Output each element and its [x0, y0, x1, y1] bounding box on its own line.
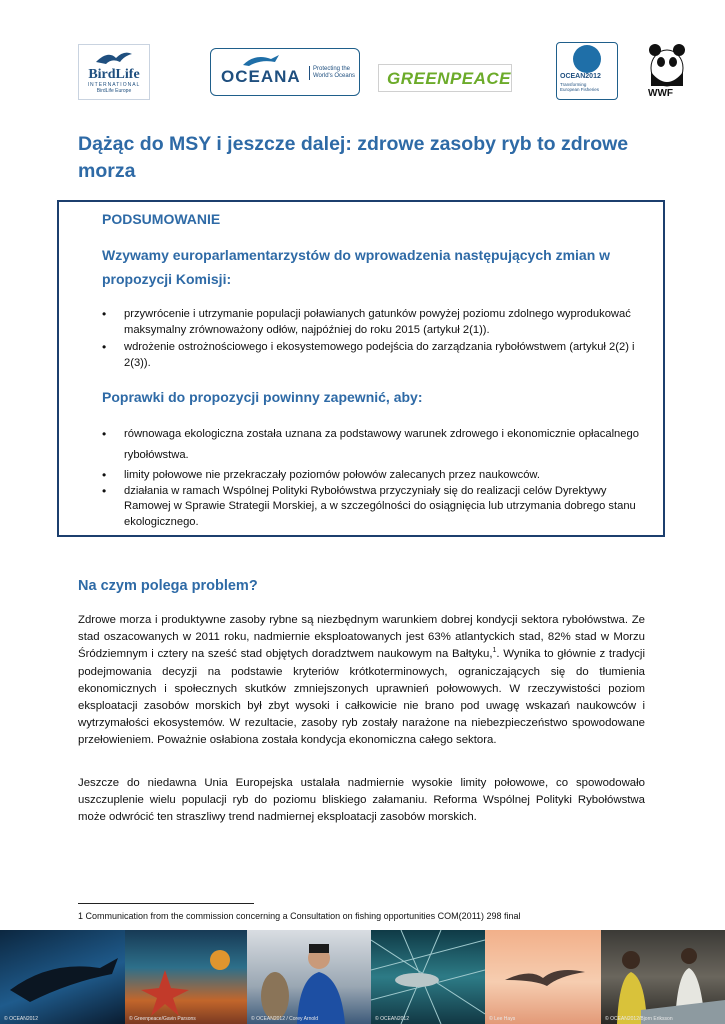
footnote: 1 Communication from the commission concerning a Consultation on fishing opportunities COM(2011) 298 final	[78, 911, 521, 921]
list-item: • przywrócenie i utrzymanie populacji poławianych gatunków powyżej poziomu zdolnego wyprodukować maksymalny zrównoważony odłów, najpóźniej do roku 2015 (artykuł 2(1)).	[102, 307, 647, 338]
wwf-logo	[646, 42, 688, 100]
wwf-name: WWF	[648, 88, 673, 99]
photo-albatross	[485, 930, 601, 1024]
summary-heading: PODSUMOWANIE	[102, 211, 221, 227]
bird-icon	[94, 48, 134, 68]
photo-reef	[125, 930, 247, 1024]
birdlife-sub2: BirdLife Europe	[96, 88, 132, 94]
call-heading: Wzywamy europarlamentarzystów do wprowadzenia następujących zmian w propozycji Komisji:	[102, 247, 611, 287]
footnote-ref[interactable]: 1	[492, 647, 497, 655]
problem-paragraph-2: Jeszcze do niedawna Unia Europejska ustalała nadmiernie wysokie limity połowowe, co spowodowało uszczuplenie wielu populacji ryb do poziomu bliskiego załamaniu. Reforma Wspólnej Polityki Rybołówstwa może odwrócić ten straszliwy trend nadmiernej eksploatacji zasobów morskich.	[78, 777, 645, 824]
ocean2012-tagline	[560, 82, 616, 92]
photo-fish-market	[601, 930, 725, 1024]
ocean2012-emblem-icon	[573, 45, 601, 73]
ocean2012-logo	[556, 42, 618, 100]
photo-strip	[0, 930, 725, 1024]
amendments-heading: Poprawki do propozycji powinny zapewnić, aby:	[102, 389, 423, 405]
birdlife-logo	[78, 44, 150, 100]
ocean2012-tagline-1: Transforming	[560, 82, 587, 87]
panda-icon	[646, 42, 688, 88]
oceana-tagline	[309, 66, 355, 80]
albatross-icon	[485, 930, 601, 1024]
photo-caption: © Lee Hays	[489, 1016, 516, 1022]
oceana-name: OCEANA	[221, 67, 301, 86]
footnote-divider	[78, 903, 254, 904]
birdlife-name: BirdLife	[88, 67, 140, 82]
photo-caption: © OCEAN2012/Bjorn Eriksson	[605, 1016, 673, 1022]
greenpeace-name: GREENPEACE	[387, 69, 512, 88]
call-list	[102, 307, 647, 373]
summary-box	[57, 200, 665, 537]
photo-fisherman	[247, 930, 371, 1024]
problem-heading: Na czym polega problem?	[78, 578, 258, 594]
greenpeace-logo	[378, 64, 512, 92]
list-item: • wdrożenie ostrożnościowego i ekosystemowego podejścia do zarządzania rybołówstwem (artykuł 2(2) i 2(3)).	[102, 340, 647, 371]
photo-shark	[0, 930, 125, 1024]
photo-fish-net	[371, 930, 485, 1024]
market-icon	[601, 930, 725, 1024]
list-item: • limity połowowe nie przekraczały poziomów połowów zalecanych przez naukowców.	[102, 468, 647, 484]
photo-caption: © OCEAN2012	[4, 1016, 38, 1022]
oceana-logo	[210, 48, 360, 96]
oceana-tagline-2: World's Oceans	[313, 73, 356, 79]
amendments-list	[102, 424, 647, 530]
birdlife-sub: INTERNATIONAL	[87, 82, 141, 88]
problem-paragraph-1	[78, 612, 645, 750]
shark-icon	[0, 930, 125, 1024]
dolphin-icon	[241, 53, 281, 67]
starfish-icon	[125, 930, 247, 1024]
oceana-tagline-1: Protecting the	[313, 66, 351, 72]
list-item: • równowaga ekologiczna została uznana za podstawowy warunek zdrowego i ekonomicznie opłacalnego rybołówstwa.	[102, 424, 647, 466]
page-title: Dążąc do MSY i jeszcze dalej: zdrowe zasoby ryb to zdrowe morza	[78, 133, 629, 182]
p1-text-b: . Wynika to głównie z tradycji podejmowania decyzji na podstawie kryteriów krótkoterminowych, ograniczających się do tłumienia ekonomicznych i społecznych skutków zmniejszonych uprawnień połowowych. W rzeczywistości poziom eksploatacji zasobów morskich był zbyt wysoki i całkowicie nie brano pod uwagę wskazań naukowców i wytrzymałości ekosystemów. W rezultacie, zasoby ryb zostały narażone na niebezpieczeństwo spowodowane przełowieniem. Poważnie osłabiona została kondycja ekonomiczna całego sektora.	[78, 648, 645, 747]
partner-logos	[0, 40, 725, 110]
ocean2012-name: OCEAN2012	[560, 73, 601, 80]
photo-caption: © Greenpeace/Gavin Parsons	[129, 1016, 196, 1022]
fisherman-icon	[247, 930, 371, 1024]
p1-text-a: Zdrowe morza i produktywne zasoby rybne są niezbędnym warunkiem dobrej kondycji sektora rybołówstwa. Ze stad oszacowanych w 2011 roku, nadmiernie eksploatowanych jest 63% atlantyckich stad, 82% stad w Morzu Śródziemnym i cztery na sześć stad objętych doradztwem naukowym na Bałtyku,	[78, 614, 645, 661]
net-icon	[371, 930, 485, 1024]
ocean2012-tagline-2: European Fisheries	[560, 87, 600, 92]
list-item: • działania w ramach Wspólnej Polityki Rybołówstwa przyczyniały się do realizacji celów Dyrektywy Ramowej w Sprawie Strategii Morskiej, a w szczególności do osiągnięcia lub utrzymania dobrego stanu ekologicznego.	[102, 484, 647, 531]
photo-caption: © OCEAN2012 / Corey Arnold	[251, 1016, 319, 1022]
photo-caption: © OCEAN2012	[375, 1016, 409, 1022]
